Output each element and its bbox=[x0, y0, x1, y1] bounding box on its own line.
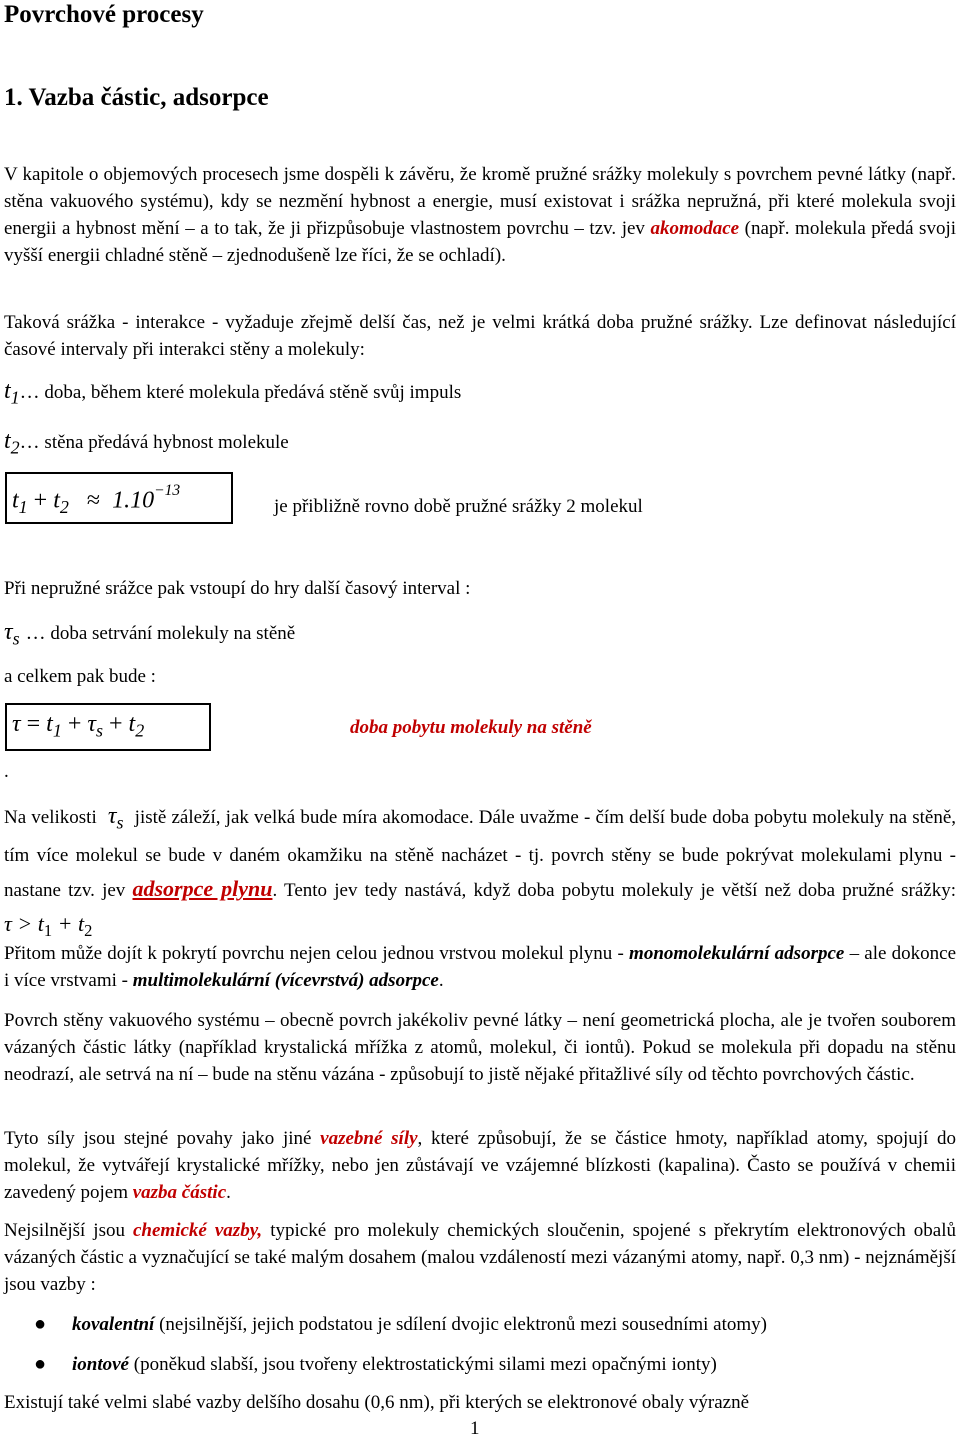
adsorption-text-c: . Tento jev tedy nastává, když doba pobytu molekuly je větší než doba pružné srážky: bbox=[272, 880, 957, 902]
bullet-1-text: (nejsilnější, jejich podstatou je sdílení dvojic elektronů mezi sousedními atomy) bbox=[159, 1314, 767, 1335]
term-monomolecular: monomolekulární adsorpce bbox=[629, 943, 845, 964]
bullet-icon: ● bbox=[34, 1313, 47, 1335]
paragraph-forces bbox=[4, 1125, 956, 1206]
paragraph-total: a celkem pak bude : bbox=[4, 666, 156, 687]
term-adsorpce-plynu: adsorpce plynu bbox=[132, 876, 273, 902]
intro-text-a: V kapitole o objemových procesech jsme dospěli k závěru, že kromě pružné srážky molekuly s povrchem pevné látky (např. stěna vakuového systému), kdy se nezmění hybnost a energie, musí existovat i srážka nepružná, při které molekula svoji energii a hybnost mění – a to tak, že ji přizpůsobuje vlastnostem povrchu – tzv. jev bbox=[4, 164, 956, 239]
equation-box-1 bbox=[5, 472, 233, 524]
inequality: $\tau > t_1 + t_2$ bbox=[4, 911, 93, 941]
term-vazebne-sily: vazebné síly bbox=[320, 1128, 418, 1149]
term-kovalentni: kovalentní bbox=[72, 1314, 155, 1335]
intro-text-b: (např. molekula předá svoji vyšší energii chladné stěně – zjednodušeně lze říci, že se ochladí). bbox=[4, 218, 956, 266]
tau-s-text: doba setrvání molekuly na stěně bbox=[50, 623, 296, 644]
layers-text-a: Přitom může dojít k pokrytí povrchu nejen celou jednou vrstvou molekul plynu - bbox=[4, 943, 624, 964]
tau-s-inline: $\tau_s$ bbox=[107, 803, 124, 833]
section-heading: 1. Vazba částic, adsorpce bbox=[4, 84, 269, 111]
equation-total: $\tau = t_1 + \tau_s + t_2$ bbox=[12, 711, 145, 741]
paragraph-weak-bonds: Existují také velmi slabé vazby delšího dosahu (0,6 nm), při kterých se elektronové obaly výrazně bbox=[4, 1392, 750, 1413]
equation-2-note: doba pobytu molekuly na stěně bbox=[350, 717, 592, 738]
bullet-2-text: (poněkud slabší, jsou tvořeny elektrostatickými silami mezi opačnými ionty) bbox=[133, 1354, 717, 1375]
term-chemicke-vazby: chemické vazby, bbox=[133, 1220, 263, 1241]
paragraph-chemical-bonds bbox=[4, 1217, 956, 1298]
paragraph-surface: Povrch stěny vakuového systému – obecně povrch jakékoliv pevné látky – není geometrická plocha, ale je tvořen souborem vázaných částic látky (například krystalická mřížka z atomů, molekul, či iontů). Pokud se molekula při dopadu na stěnu neodrazí, ale setrvá na ní – bude na stěnu vázána - způsobují to jistě nějaké přitažlivé síly od těchto povrchových částic. bbox=[4, 1010, 956, 1085]
t2-symbol: $t_2\dots$ bbox=[4, 428, 40, 458]
stray-dot: . bbox=[4, 761, 9, 782]
bullet-icon: ● bbox=[34, 1353, 47, 1375]
bonds-text-b: typické pro molekuly chemických sloučenin, spojené s překrytím elektronových obalů vázaných částic a vyznačující se také malým dosahem (malou vzdáleností mezi vázanými atomy, např. 0,3 nm) - nejznámější jsou vazby : bbox=[4, 1220, 957, 1295]
equation-1-note: je přibližně rovno době pružné srážky 2 molekul bbox=[274, 496, 643, 517]
t1-definition bbox=[4, 378, 461, 411]
forces-text-b: , které způsobují, že se částice hmoty, například atomy, spojují do molekul, že vytvářejí krystalické mřížky, nebo jen zůstávají ve vzájemné blízkosti (kapalina). Často se používá v chemii zavedený pojem bbox=[4, 1128, 957, 1203]
equation-sum: $t_1 + t_2$ ≈ $1.10^{-13}$ bbox=[12, 482, 181, 517]
forces-text-a: Tyto síly jsou stejné povahy jako jiné bbox=[4, 1128, 312, 1149]
term-akomodace: akomodace bbox=[650, 218, 740, 239]
tau-s-symbol: $\tau_s$ … bbox=[4, 619, 46, 649]
paragraph-intervals: Taková srážka - interakce - vyžaduje zřejmě delší čas, než je velmi krátká doba pružné srážky. Lze definovat následující časové intervaly při interakci stěny a molekuly: bbox=[4, 312, 956, 360]
page-number: 1 bbox=[470, 1418, 480, 1439]
equation-box-2 bbox=[5, 703, 211, 751]
page-title: Povrchové procesy bbox=[4, 1, 204, 28]
bonds-text-a: Nejsilnější jsou bbox=[4, 1220, 125, 1241]
layers-text-c: . bbox=[438, 970, 444, 991]
paragraph-next-interval: Při nepružné srážce pak vstoupí do hry další časový interval : bbox=[4, 578, 471, 599]
paragraph-intro bbox=[4, 161, 956, 269]
forces-text-c: . bbox=[226, 1182, 231, 1203]
paragraph-layers bbox=[4, 940, 956, 994]
t1-text: doba, během které molekula předává stěně svůj impuls bbox=[44, 382, 462, 403]
t2-definition bbox=[4, 428, 289, 461]
paragraph-adsorption bbox=[4, 800, 956, 947]
adsorption-text-b: jistě záleží, jak velká bude míra akomodace. Dále uvažme - čím delší bude doba pobytu molekuly na stěně, tím více molekul se bude v daném okamžiku na stěně nacházet - tj. povrch stěny se bude pokrývat molekulami plynu - nastane tzv. jev bbox=[4, 807, 957, 902]
t1-symbol: $t_1\dots$ bbox=[4, 378, 40, 408]
adsorption-text-a: Na velikosti bbox=[4, 807, 97, 828]
term-vazba-castic: vazba částic bbox=[132, 1182, 227, 1203]
term-multimolecular: multimolekulární (vícevrstvá) adsorpce bbox=[132, 970, 439, 991]
term-iontove: iontové bbox=[72, 1354, 129, 1375]
t2-text: stěna předává hybnost molekule bbox=[44, 432, 289, 453]
tau-s-definition bbox=[4, 619, 295, 652]
layers-text-b: – ale dokonce i více vrstvami - bbox=[4, 943, 957, 991]
